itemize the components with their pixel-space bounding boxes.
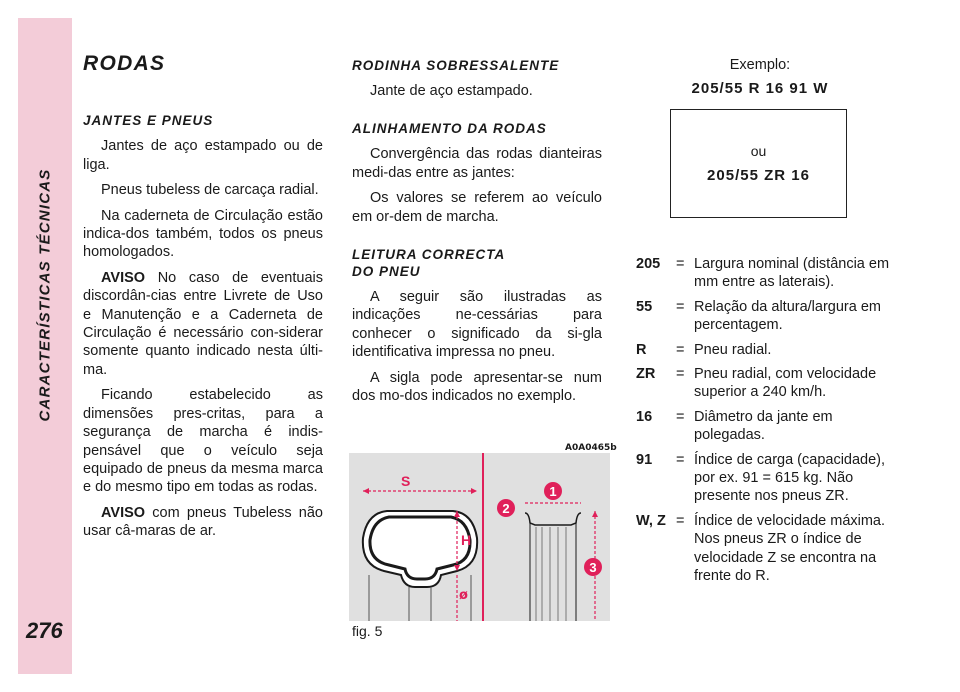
- definition-item: [636, 341, 896, 359]
- paragraph: Os valores se referem ao veículo em or-dem de marcha.: [352, 190, 602, 225]
- paragraph: Ficando estabelecido as dimensões pres-critas, para a segurança de marcha é indis-pensável que o veículo seja equipado de pneus da mesma marca e do mesmo tipo em todas as rodas.: [83, 387, 323, 496]
- definition-key: ZR: [636, 366, 656, 383]
- definition-item: [636, 408, 896, 445]
- callout-1-label: 1: [549, 484, 557, 499]
- definition-value: Diâmetro da jante em polegadas.: [694, 408, 833, 444]
- paragraph: Jante de aço estampado.: [370, 83, 533, 99]
- warning-text: com pneus Tubeless não usar câ-maras de ar.: [83, 504, 323, 540]
- example-label: Exemplo:: [729, 57, 791, 73]
- definition-key: W, Z: [636, 512, 666, 529]
- tyre-section-shape: [363, 511, 477, 621]
- equals-sign: =: [676, 298, 685, 315]
- section-heading-reading: LEITURA CORRECTA: [352, 247, 506, 263]
- section-heading-alignment: ALINHAMENTO DA RODAS: [352, 121, 547, 137]
- equals-sign: =: [676, 408, 685, 425]
- paragraph: A seguir são ilustradas as indicações ne-cessárias para conhecer o significado da si-gla identificativa impressa no pneu.: [352, 289, 602, 361]
- rim-profile-shape: [525, 513, 581, 621]
- warning-paragraph: [83, 504, 323, 541]
- definition-value: Largura nominal (distância em mm entre as laterais).: [694, 256, 890, 291]
- figure-caption: fig. 5: [352, 623, 383, 639]
- warning-text: No caso de eventuais discordân-cias entre Livrete de Uso e Manutenção e a Caderneta de Circulação é necessário con-siderar somente quanto indicado nesta últi-ma.: [83, 269, 323, 378]
- section-heading-rims-tyres: JANTES E PNEUS: [83, 113, 214, 129]
- left-column: [83, 52, 323, 548]
- definition-key: 205: [636, 256, 661, 272]
- example-code-alt: 205/55 ZR 16: [707, 167, 810, 184]
- equals-sign: =: [676, 366, 685, 383]
- diameter-label: ø: [459, 588, 468, 603]
- definition-item: [636, 365, 896, 402]
- definition-list: [636, 255, 896, 592]
- callout-2-label: 2: [502, 501, 510, 516]
- equals-sign: =: [676, 256, 685, 272]
- warning-label: AVISO: [101, 269, 146, 286]
- section-heading-spare: RODINHA SOBRESSALENTE: [352, 58, 560, 73]
- paragraph: Convergência das rodas dianteiras medi-das entre as jantes:: [352, 146, 602, 181]
- definition-item: [636, 512, 896, 586]
- paragraph: Na caderneta de Circulação estão indica-dos também, todos os pneus homologados.: [83, 207, 323, 261]
- example-code: 205/55 R 16 91 W: [691, 80, 829, 97]
- chapter-title: CARACTERÍSTICAS TÉCNICAS: [36, 168, 54, 422]
- definition-key: R: [636, 341, 647, 358]
- figure-id: A0A0465b: [565, 443, 617, 453]
- example-box: [670, 109, 847, 218]
- page-number: 276: [26, 618, 63, 643]
- definition-key: 91: [636, 451, 653, 468]
- callout-3-label: 3: [589, 560, 597, 575]
- definition-value: Relação da altura/largura em percentagem.: [694, 298, 881, 334]
- warning-label: AVISO: [101, 504, 146, 521]
- definition-item: [636, 255, 896, 292]
- equals-sign: =: [676, 341, 685, 358]
- tyre-figure: [349, 453, 610, 621]
- tyre-diagram: [349, 453, 610, 621]
- definition-value: Pneu radial.: [694, 341, 772, 358]
- middle-column: [352, 57, 602, 412]
- page-title: RODAS: [83, 52, 166, 75]
- width-label: S: [401, 473, 411, 489]
- equals-sign: =: [676, 451, 685, 468]
- paragraph: A sigla pode apresentar-se num dos mo-dos indicados no exemplo.: [352, 369, 602, 405]
- paragraph: Jantes de aço estampado ou de liga.: [83, 138, 323, 173]
- definition-value: Índice de velocidade máxima. Nos pneus ZR o índice de velocidade Z se encontra na frente do R.: [694, 512, 886, 585]
- definition-value: Índice de carga (capacidade), por ex. 91 = 615 kg. Não presente nos pneus ZR.: [694, 451, 886, 505]
- definition-item: [636, 298, 896, 335]
- section-heading-reading-2: DO PNEU: [352, 264, 421, 280]
- equals-sign: =: [676, 512, 685, 529]
- definition-value: Pneu radial, com velocidade superior a 240 km/h.: [694, 366, 877, 401]
- height-label: H: [461, 532, 472, 548]
- definition-item: [636, 451, 896, 506]
- definition-key: 55: [636, 298, 653, 315]
- definition-key: 16: [636, 408, 653, 425]
- paragraph: Pneus tubeless de carcaça radial.: [101, 182, 319, 199]
- warning-paragraph: [83, 269, 323, 379]
- or-label: ou: [750, 143, 767, 159]
